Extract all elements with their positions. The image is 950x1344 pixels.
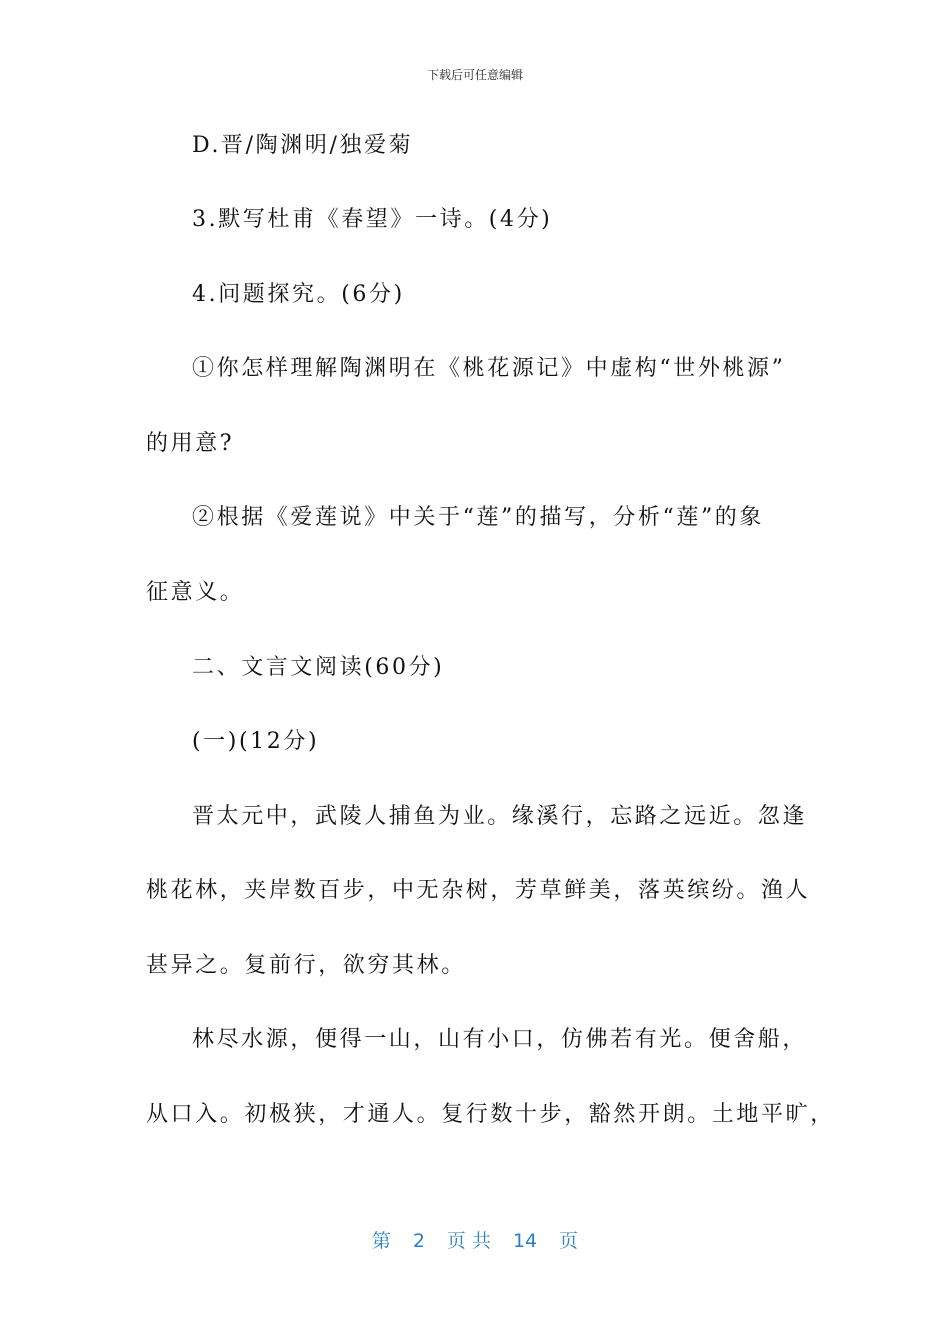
question-3: 3.默写杜甫《春望》一诗。(4分) xyxy=(192,207,553,232)
total-label: 页 共 xyxy=(446,1230,491,1252)
total-page-count: 14 xyxy=(512,1230,538,1252)
passage-line: 晋太元中，武陵人捕鱼为业。缘溪行，忘路之远近。忽逢 xyxy=(192,804,808,829)
question-4-part-2: ②根据《爱莲说》中关于“莲”的描写，分析“莲”的象 xyxy=(192,505,764,530)
answer-option-d: D.晋/陶渊明/独爱菊 xyxy=(192,133,414,158)
question-4: 4.问题探究。(6分) xyxy=(192,282,405,307)
passage-line: 甚异之。复前行，欲穷其林。 xyxy=(146,953,466,978)
page-footer xyxy=(0,1226,950,1253)
subsection-heading: (一)(12分) xyxy=(192,729,320,754)
page-end-label: 页 xyxy=(559,1230,579,1252)
section-heading: 二、文言文阅读(60分) xyxy=(192,655,445,680)
passage-line: 桃花林，夹岸数百步，中无杂树，芳草鲜美，落英缤纷。渔人 xyxy=(146,878,811,903)
question-4-part-2-cont: 征意义。 xyxy=(146,580,245,605)
current-page-number: 2 xyxy=(412,1230,425,1252)
question-4-part-1: ①你怎样理解陶渊明在《桃花源记》中虚构“世外桃源” xyxy=(192,356,786,381)
question-4-part-1-cont: 的用意? xyxy=(146,431,235,456)
passage-line: 从口入。初极狭，才通人。复行数十步，豁然开朗。土地平旷， xyxy=(146,1102,835,1127)
page-label: 第 xyxy=(371,1230,391,1252)
header-note: 下载后可任意编辑 xyxy=(426,68,523,82)
passage-line: 林尽水源，便得一山，山有小口，仿佛若有光。便舍船， xyxy=(192,1027,808,1052)
